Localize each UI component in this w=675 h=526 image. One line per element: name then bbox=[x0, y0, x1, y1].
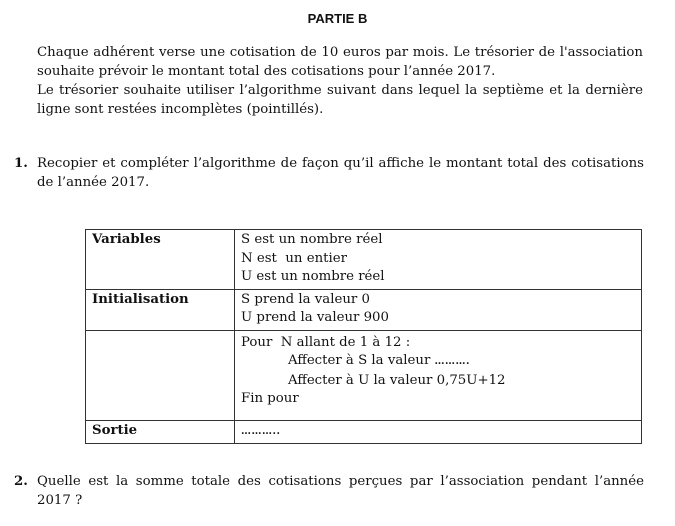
question-2 bbox=[14, 472, 644, 510]
question-1 bbox=[14, 154, 644, 192]
intro-paragraph-1: Chaque adhérent verse une cotisation de 10 euros par mois. Le trésorier de l'association souhaite prévoir le montant total des cotisations pour l’année 2017. bbox=[37, 45, 643, 79]
intro-paragraph-2: Le trésorier souhaite utiliser l’algorithme suivant dans lequel la septième et la dernière ligne sont restées incomplètes (pointillés). bbox=[37, 83, 643, 117]
traitement-content bbox=[235, 330, 642, 420]
init-s-line: S prend la valeur 0 bbox=[241, 291, 370, 307]
intro-text bbox=[37, 43, 643, 119]
sortie-content bbox=[235, 420, 642, 444]
traitement-label bbox=[86, 330, 235, 420]
affect-s-line bbox=[241, 352, 635, 372]
affect-s-dots: ………. bbox=[434, 356, 471, 367]
sortie-row bbox=[86, 420, 642, 444]
variable-s-line: S est un nombre réel bbox=[241, 232, 383, 247]
variable-n-line: N est un entier bbox=[241, 250, 347, 266]
question-1-number: 1. bbox=[14, 156, 28, 171]
question-2-text: Quelle est la somme totale des cotisations perçues par l’association pendant l’année 2017 ? bbox=[37, 474, 644, 508]
initialisation-label: Initialisation bbox=[86, 289, 235, 330]
traitement-row bbox=[86, 330, 642, 420]
variables-label: Variables bbox=[86, 230, 235, 290]
variables-content bbox=[235, 230, 642, 290]
sortie-dots: ……….. bbox=[241, 425, 281, 437]
variables-row bbox=[86, 230, 642, 290]
affect-u-line: Affecter à U la valeur 0,75U+12 bbox=[288, 372, 506, 388]
variable-u-line: U est un nombre réel bbox=[241, 269, 385, 284]
sortie-label: Sortie bbox=[86, 420, 235, 444]
question-1-text: Recopier et compléter l’algorithme de façon qu’il affiche le montant total des cotisations de l’année 2017. bbox=[37, 156, 644, 190]
initialisation-row bbox=[86, 289, 642, 330]
loop-start-line: Pour N allant de 1 à 12 : bbox=[241, 334, 411, 350]
loop-end-line: Fin pour bbox=[241, 391, 299, 406]
algorithm-table bbox=[85, 229, 642, 444]
affect-s-text: Affecter à S la valeur bbox=[288, 353, 435, 368]
question-2-number: 2. bbox=[14, 474, 28, 489]
section-title: PARTIE B bbox=[307, 11, 368, 26]
initialisation-content bbox=[235, 289, 642, 330]
init-u-line: U prend la valeur 900 bbox=[241, 310, 389, 325]
